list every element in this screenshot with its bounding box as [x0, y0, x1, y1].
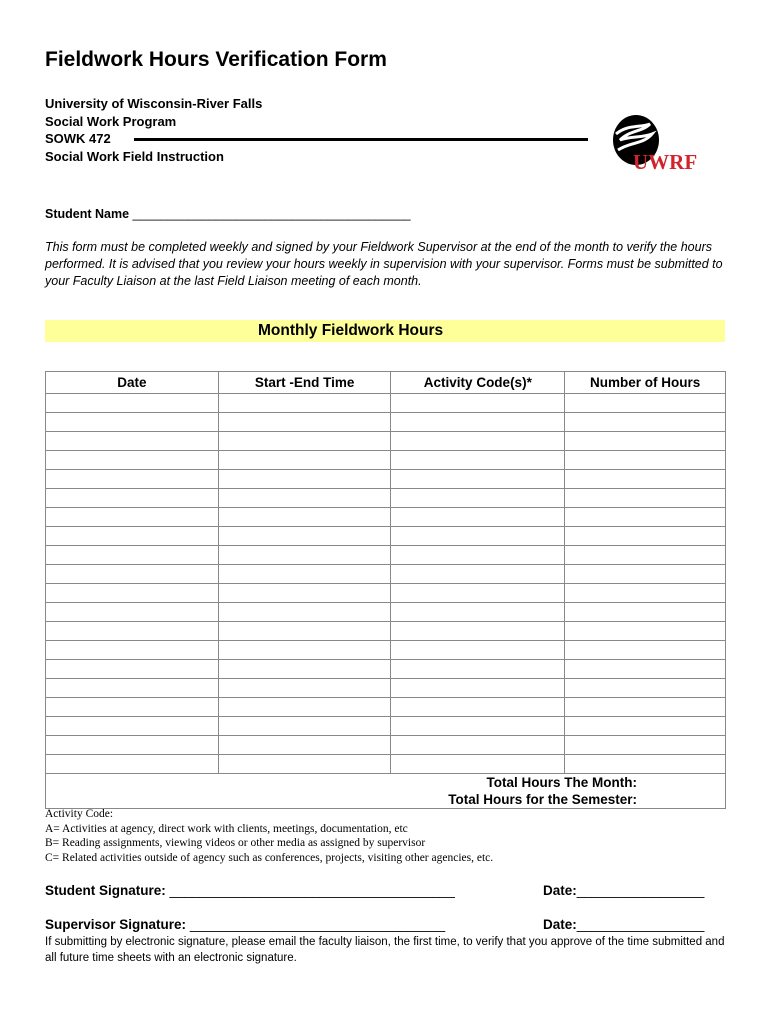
table-row [46, 584, 726, 603]
time-cell[interactable] [218, 565, 391, 584]
table-row [46, 622, 726, 641]
table-row [46, 603, 726, 622]
student-name-field[interactable] [45, 207, 411, 221]
date-cell[interactable] [46, 394, 219, 413]
hours-cell[interactable] [565, 527, 726, 546]
activity-cell[interactable] [391, 755, 565, 774]
date-cell[interactable] [46, 489, 219, 508]
col-header-date: Date [46, 372, 219, 394]
student-name-blank[interactable]: ________________________________________ [132, 207, 411, 221]
activity-cell[interactable] [391, 546, 565, 565]
date-cell[interactable] [46, 527, 219, 546]
date-cell[interactable] [46, 432, 219, 451]
date-cell[interactable] [46, 679, 219, 698]
time-cell[interactable] [218, 470, 391, 489]
student-date-label: Date: [543, 883, 577, 898]
monthly-heading: Monthly Fieldwork Hours [258, 322, 444, 339]
hours-cell[interactable] [565, 622, 726, 641]
program-name: Social Work Program [45, 113, 177, 129]
activity-cell[interactable] [391, 394, 565, 413]
time-cell[interactable] [218, 394, 391, 413]
date-cell[interactable] [46, 584, 219, 603]
table-row [46, 641, 726, 660]
date-cell[interactable] [46, 508, 219, 527]
date-cell[interactable] [46, 755, 219, 774]
hours-cell[interactable] [565, 584, 726, 603]
hours-cell[interactable] [565, 717, 726, 736]
activity-cell[interactable] [391, 622, 565, 641]
time-cell[interactable] [218, 660, 391, 679]
date-cell[interactable] [46, 470, 219, 489]
time-cell[interactable] [218, 432, 391, 451]
monthly-heading-band [45, 320, 725, 342]
table-row [46, 717, 726, 736]
hours-cell[interactable] [565, 489, 726, 508]
activity-cell[interactable] [391, 679, 565, 698]
hours-cell[interactable] [565, 565, 726, 584]
activity-cell[interactable] [391, 603, 565, 622]
electronic-signature-note: If submitting by electronic signature, please email the faculty liaison, the first time, to verify that you approve of the time submitted and all future time sheets with an electronic signature. [45, 936, 725, 964]
activity-cell[interactable] [391, 527, 565, 546]
hours-cell[interactable] [565, 603, 726, 622]
time-cell[interactable] [218, 622, 391, 641]
student-date-field[interactable] [543, 883, 704, 898]
hours-cell[interactable] [565, 508, 726, 527]
activity-cell[interactable] [391, 736, 565, 755]
col-header-time: Start -End Time [218, 372, 391, 394]
total-month-row [46, 774, 726, 792]
hours-cell[interactable] [565, 470, 726, 489]
table-row [46, 736, 726, 755]
time-cell[interactable] [218, 641, 391, 660]
date-cell[interactable] [46, 451, 219, 470]
activity-cell[interactable] [391, 489, 565, 508]
hours-table [45, 371, 726, 809]
table-row [46, 527, 726, 546]
time-cell[interactable] [218, 755, 391, 774]
supervisor-date-field[interactable] [543, 917, 704, 932]
instructions-text: This form must be completed weekly and signed by your Fieldwork Supervisor at the end of the month to verify the hours performed. It is advised that you review your hours weekly in supervision with your supervisor. Forms must be submitted to your Faculty Liaison at the last Field Liaison meeting of each month. [45, 240, 723, 288]
hours-cell[interactable] [565, 736, 726, 755]
university-name: University of Wisconsin-River Falls [45, 96, 263, 111]
total-month-label: Total Hours The Month: [46, 774, 726, 792]
logo-text: UWRF [633, 150, 698, 174]
activity-cell[interactable] [391, 641, 565, 660]
table-row [46, 546, 726, 565]
supervisor-date-label: Date: [543, 917, 577, 932]
supervisor-signature-line[interactable]: __________________________________ [189, 917, 446, 932]
table-row [46, 698, 726, 717]
activity-cell[interactable] [391, 432, 565, 451]
date-cell[interactable] [46, 698, 219, 717]
activity-cell[interactable] [391, 508, 565, 527]
time-cell[interactable] [218, 527, 391, 546]
supervisor-date-line[interactable]: _________________ [576, 917, 705, 932]
activity-cell[interactable] [391, 413, 565, 432]
hours-cell[interactable] [565, 451, 726, 470]
supervisor-signature-label: Supervisor Signature: [45, 917, 187, 932]
table-row [46, 565, 726, 584]
student-name-label: Student Name [45, 207, 130, 221]
table-row [46, 394, 726, 413]
date-cell[interactable] [46, 660, 219, 679]
table-row [46, 489, 726, 508]
hours-cell[interactable] [565, 679, 726, 698]
date-cell[interactable] [46, 603, 219, 622]
table-header-row [46, 372, 726, 394]
total-semester-label: Total Hours for the Semester: [46, 791, 726, 809]
table-row [46, 660, 726, 679]
date-cell[interactable] [46, 546, 219, 565]
table-row [46, 470, 726, 489]
time-cell[interactable] [218, 584, 391, 603]
activity-cell[interactable] [391, 717, 565, 736]
hours-cell[interactable] [565, 698, 726, 717]
table-row [46, 508, 726, 527]
time-cell[interactable] [218, 679, 391, 698]
hours-cell[interactable] [565, 546, 726, 565]
total-semester-row [46, 791, 726, 809]
uwrf-logo [606, 114, 726, 174]
activity-cell[interactable] [391, 660, 565, 679]
date-cell[interactable] [46, 736, 219, 755]
hours-cell[interactable] [565, 432, 726, 451]
hours-cell[interactable] [565, 394, 726, 413]
time-cell[interactable] [218, 451, 391, 470]
time-cell[interactable] [218, 736, 391, 755]
header-rule [134, 138, 588, 141]
activity-cell[interactable] [391, 565, 565, 584]
activity-code-legend [45, 807, 493, 865]
form-title: Fieldwork Hours Verification Form [45, 48, 387, 71]
table-row [46, 451, 726, 470]
col-header-hours: Number of Hours [565, 372, 726, 394]
date-cell[interactable] [46, 413, 219, 432]
table-row [46, 755, 726, 774]
time-cell[interactable] [218, 698, 391, 717]
activity-code-c: C= Related activities outside of agency such as conferences, projects, visiting other agencies, etc. [45, 851, 494, 864]
table-row [46, 432, 726, 451]
hours-cell[interactable] [565, 641, 726, 660]
activity-cell[interactable] [391, 451, 565, 470]
student-date-line[interactable]: _________________ [576, 883, 705, 898]
entry-rows [46, 394, 726, 774]
date-cell[interactable] [46, 565, 219, 584]
hours-cell[interactable] [565, 660, 726, 679]
col-header-activity: Activity Code(s)* [391, 372, 565, 394]
date-cell[interactable] [46, 641, 219, 660]
time-cell[interactable] [218, 603, 391, 622]
time-cell[interactable] [218, 508, 391, 527]
time-cell[interactable] [218, 413, 391, 432]
activity-cell[interactable] [391, 584, 565, 603]
date-cell[interactable] [46, 717, 219, 736]
institution-header [45, 95, 262, 165]
course-title: Social Work Field Instruction [45, 148, 224, 164]
table-row [46, 413, 726, 432]
activity-code-a: A= Activities at agency, direct work with clients, meetings, documentation, etc [45, 822, 408, 835]
activity-cell[interactable] [391, 698, 565, 717]
activity-code-b: B= Reading assignments, viewing videos or other media as assigned by supervisor [45, 837, 426, 849]
student-signature-line[interactable]: ______________________________________ [169, 883, 455, 898]
activity-cell[interactable] [391, 470, 565, 489]
table-row [46, 679, 726, 698]
date-cell[interactable] [46, 622, 219, 641]
hours-cell[interactable] [565, 755, 726, 774]
time-cell[interactable] [218, 489, 391, 508]
supervisor-signature-field[interactable] [45, 917, 445, 932]
time-cell[interactable] [218, 717, 391, 736]
course-code: SOWK 472 [45, 131, 111, 146]
hours-cell[interactable] [565, 413, 726, 432]
time-cell[interactable] [218, 546, 391, 565]
student-signature-field[interactable] [45, 883, 455, 898]
activity-code-heading: Activity Code: [45, 808, 114, 820]
student-signature-label: Student Signature: [45, 883, 166, 898]
